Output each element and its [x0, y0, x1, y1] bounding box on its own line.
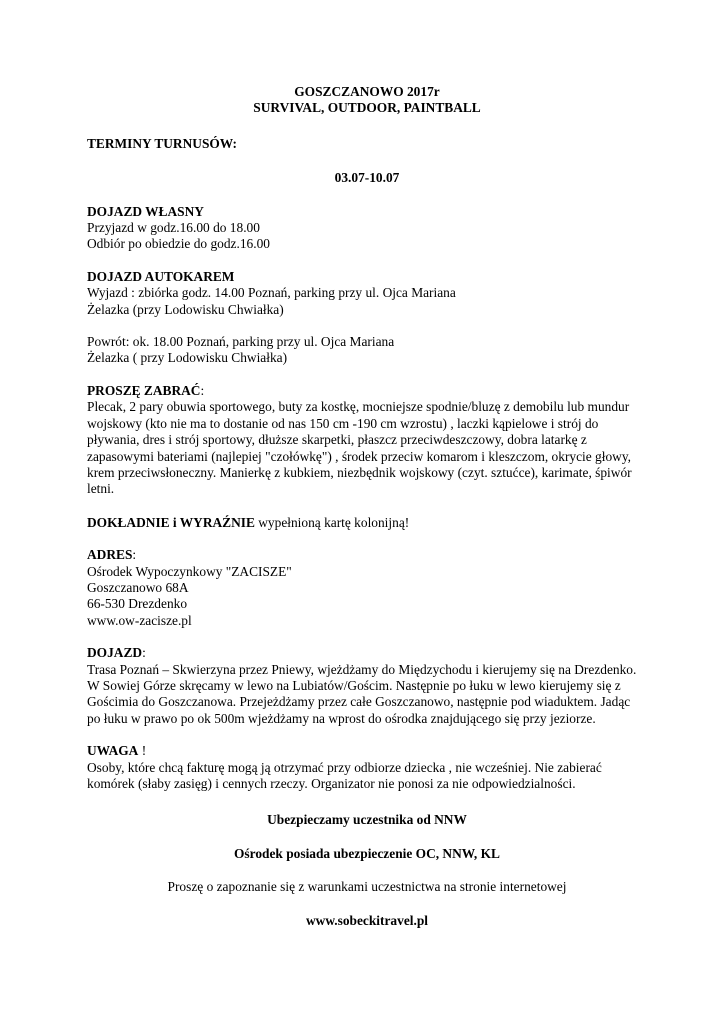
bring-line: zapasowymi bateriami (najlepiej "czołówkę") , środek przeciw komarom i kleszczom, okrycie głowy,	[87, 448, 632, 464]
bus-departure-line: Wyjazd : zbiórka godz. 14.00 Poznań, parking przy ul. Ojca Mariana	[87, 285, 456, 301]
notice-line: Osoby, które chcą fakturę mogą ją otrzymać przy odbiorze dziecka , nie wcześniej. Nie zabierać	[87, 759, 602, 775]
bring-line: pływania, dres i strój sportowy, dłuższe skarpetki, płaszcz przeciwdeszczowy, dobra latarkę z	[87, 432, 587, 448]
form-note	[87, 515, 647, 531]
bring-line: letni.	[87, 481, 115, 497]
address-website: www.ow-zacisze.pl	[87, 612, 192, 628]
directions-line: Gościmia do Goszczanowa. Przejeżdżamy przez całe Goszczanowo, następnie pod wiaduktem. Jadąc	[87, 694, 631, 710]
bring-line: krem przeciwsłoneczny. Manierkę z kubkiem, niezbędnik wojskowy (czyt. sztućce), karimate, śpiwór	[87, 464, 632, 480]
address-line: Ośrodek Wypoczynkowy "ZACISZE"	[87, 563, 292, 579]
form-note-emphasis: DOKŁADNIE i WYRAŹNIE	[87, 514, 255, 530]
own-transport-heading: DOJAZD WŁASNY	[87, 203, 204, 219]
bus-transport-heading: DOJAZD AUTOKAREM	[87, 268, 235, 284]
notice-heading-mark: !	[138, 743, 147, 759]
title-line-1: GOSZCZANOWO 2017r	[294, 84, 440, 99]
bring-heading-row	[87, 383, 647, 399]
address-line: Goszczanowo 68A	[87, 579, 189, 595]
own-transport-line: Odbiór po obiedzie do godz.16.00	[87, 236, 270, 252]
notice-heading-row	[87, 743, 647, 759]
bring-section	[87, 383, 647, 498]
terms-note: Proszę o zapoznanie się z warunkami uczestnictwa na stronie internetowej	[167, 879, 567, 895]
bring-heading-colon: :	[200, 382, 205, 398]
own-transport-section	[87, 204, 647, 253]
bus-departure-line: Żelazka (przy Lodowisku Chwiałka)	[87, 301, 284, 317]
bus-return-line: Żelazka ( przy Lodowisku Chwiałka)	[87, 350, 288, 366]
directions-section	[87, 645, 647, 727]
bus-return-line: Powrót: ok. 18.00 Poznań, parking przy ul. Ojca Mariana	[87, 334, 395, 350]
title-line-2: SURVIVAL, OUTDOOR, PAINTBALL	[253, 100, 481, 116]
document-body	[87, 84, 647, 929]
address-heading-row	[87, 547, 647, 563]
notice-section	[87, 743, 647, 792]
notice-heading: UWAGA	[87, 743, 139, 759]
address-line: 66-530 Drezdenko	[87, 596, 188, 612]
form-note-text: wypełnioną kartę kolonijną!	[254, 514, 410, 530]
directions-line: Trasa Poznań – Skwierzyna przez Pniewy, wjeżdżamy do Międzychodu i kierujemy się na Drezdenko.	[87, 661, 637, 677]
notice-line: komórek (słaby zasięg) i cennych rzeczy. Organizator nie ponosi za nie odpowiedzialności.	[87, 776, 576, 791]
bring-line: Plecak, 2 pary obuwia sportowego, buty za kostkę, mocniejsze spodnie/bluzę z demobilu lub mundur	[87, 399, 630, 415]
bring-line: wojskowy (kto nie ma to dostanie od nas 150 cm -190 cm wzrostu) , laczki kąpielowe i strój do	[87, 415, 599, 431]
directions-heading: DOJAZD	[87, 645, 143, 661]
address-section	[87, 547, 647, 629]
insurance-oc: Ośrodek posiada ubezpieczenie OC, NNW, KL	[234, 845, 500, 861]
own-transport-line: Przyjazd w godz.16.00 do 18.00	[87, 220, 260, 236]
address-heading-colon: :	[132, 547, 137, 563]
address-heading: ADRES	[87, 547, 133, 563]
terms-dates: 03.07-10.07	[334, 170, 400, 186]
bus-transport-section	[87, 269, 647, 367]
directions-line: W Sowiej Górze skręcamy w lewo na Lubiatów/Gościm. Następnie po łuku w lewo kierujemy się z	[87, 677, 621, 693]
directions-line: po łuku w prawo po ok 500m wjeżdżamy na wprost do ośrodka znajdującego się przy jeziorze.	[87, 710, 596, 726]
document-title	[87, 84, 647, 117]
insurance-nnw: Ubezpieczamy uczestnika od NNW	[267, 812, 467, 828]
bring-heading: PROSZĘ ZABRAĆ	[87, 382, 201, 398]
directions-heading-row	[87, 645, 647, 661]
footer-website: www.sobeckitravel.pl	[306, 912, 428, 928]
terms-heading: TERMINY TURNUSÓW:	[87, 135, 237, 151]
directions-heading-colon: :	[142, 645, 146, 661]
